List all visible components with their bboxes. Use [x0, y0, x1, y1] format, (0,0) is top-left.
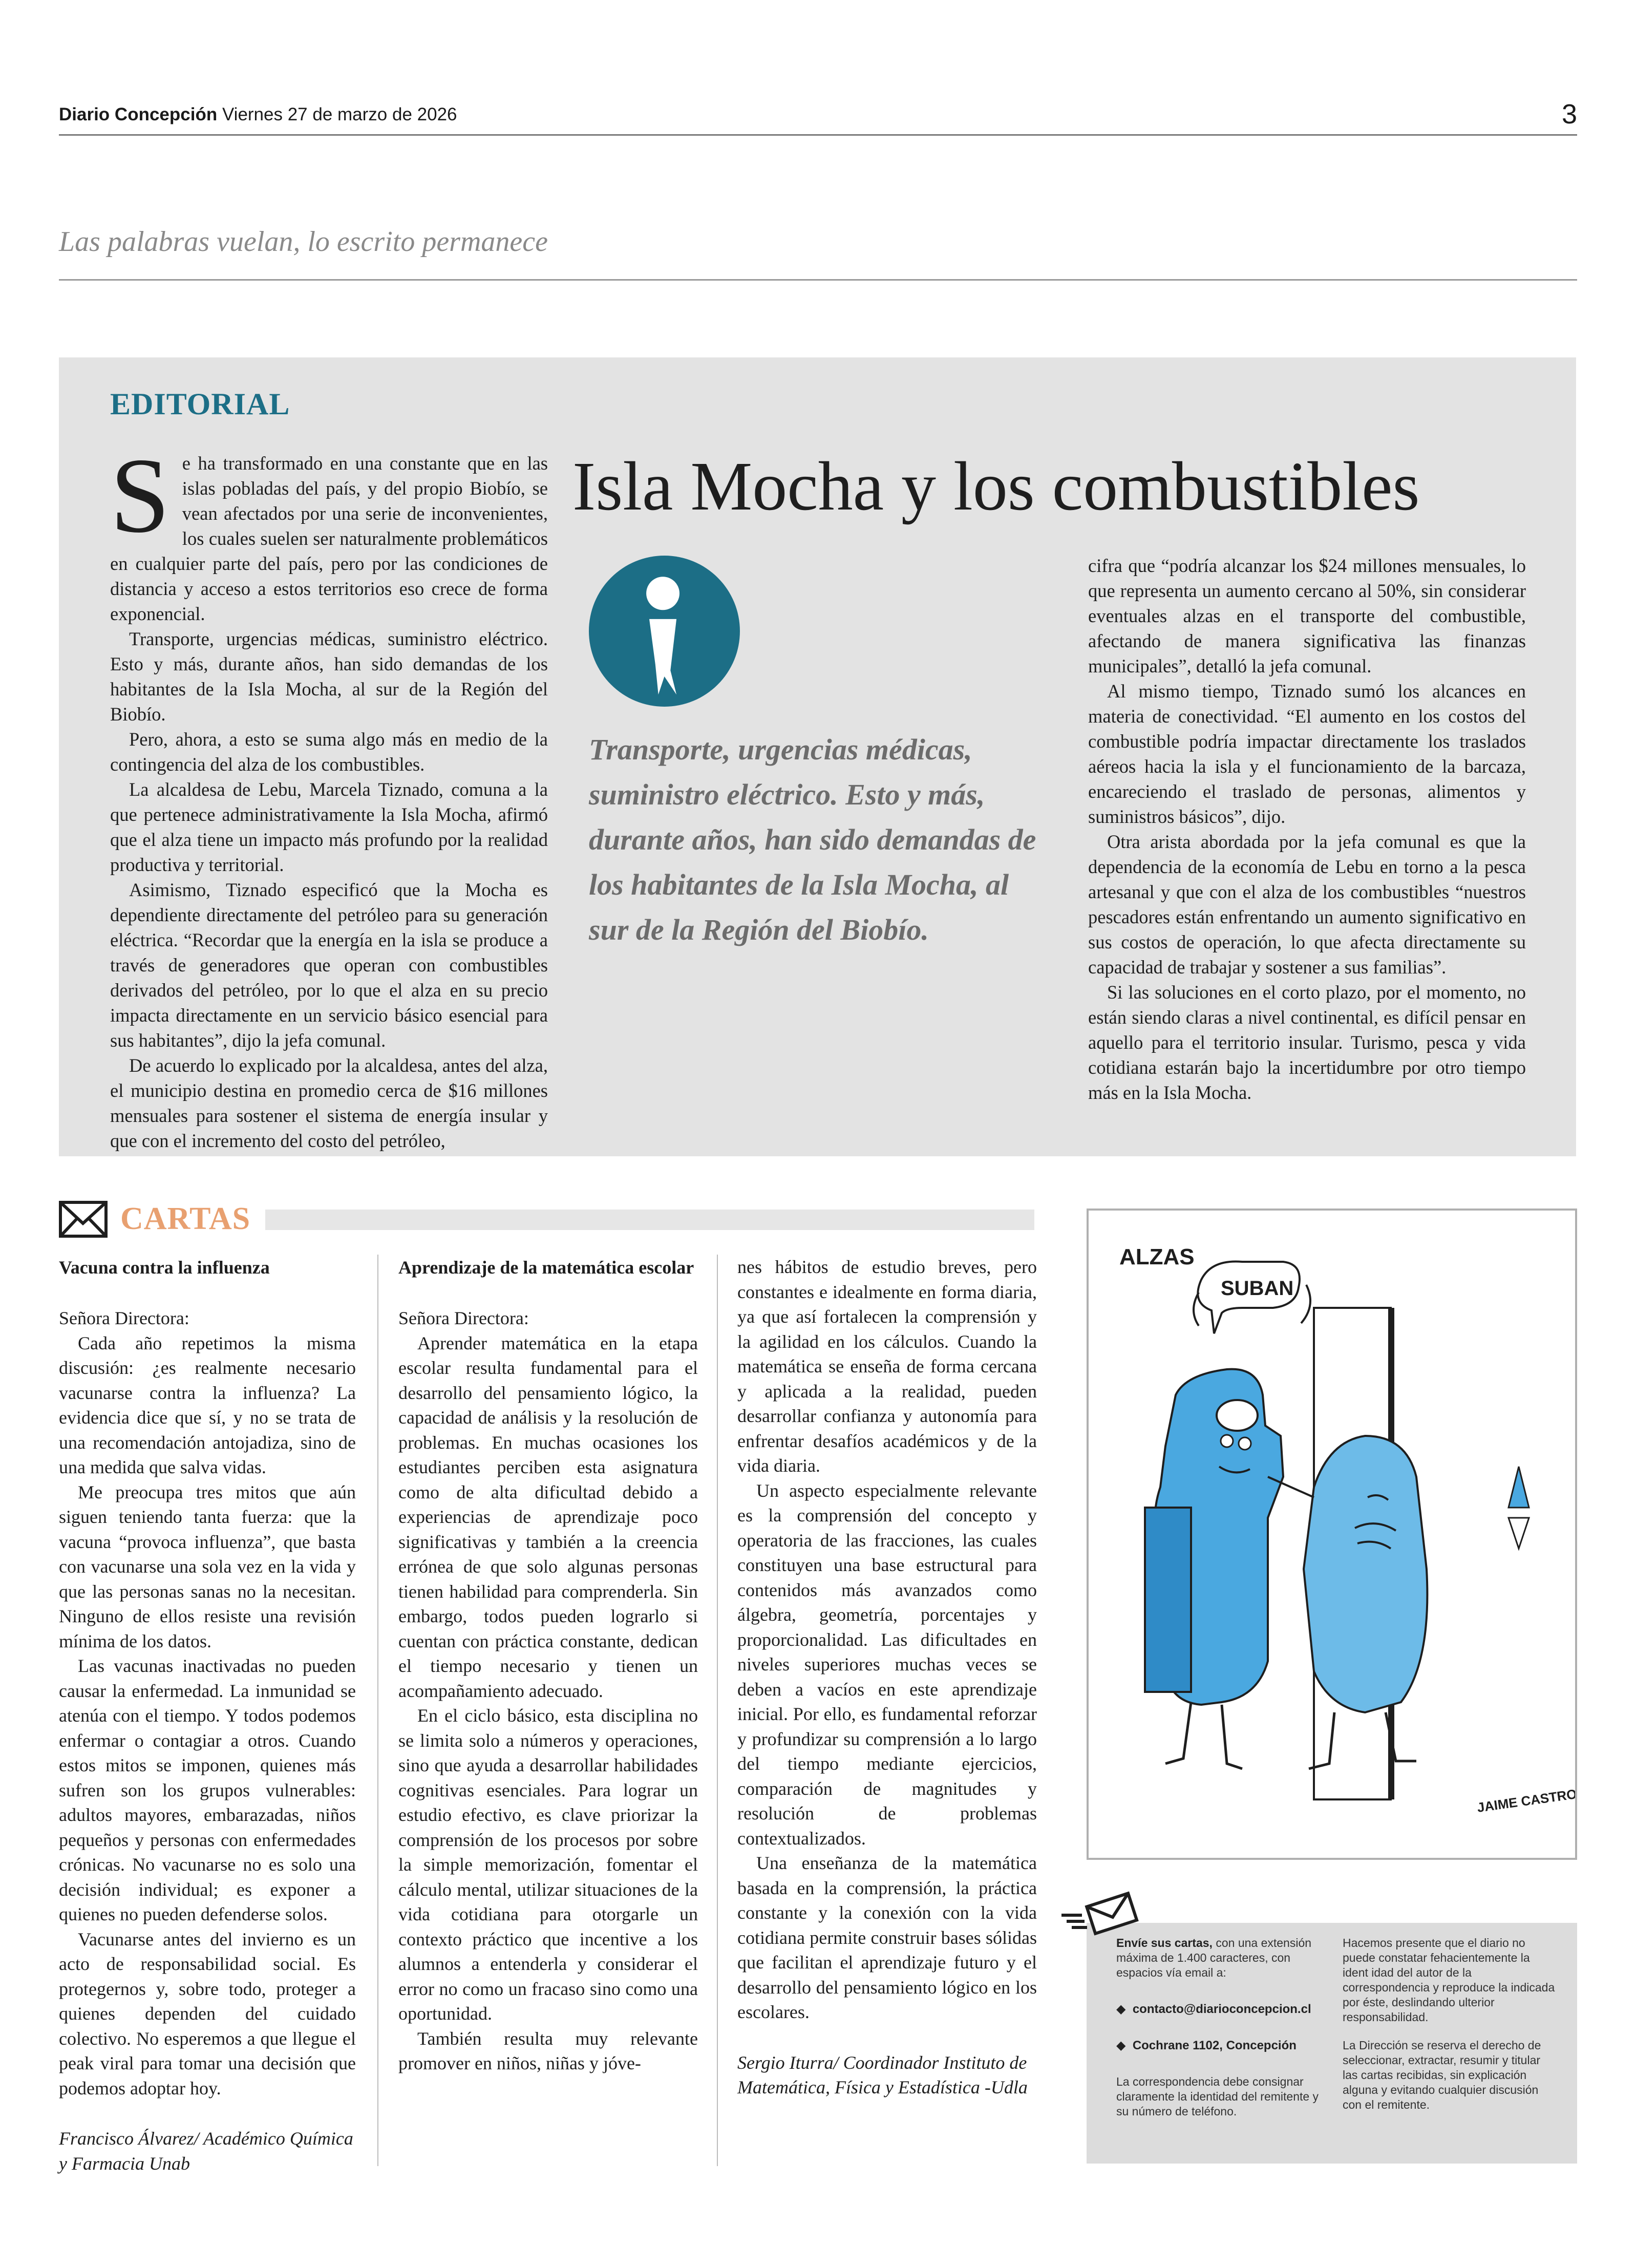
- letter-paragraph: Aprender matemática en la etapa escolar resulta fundamental para el desarrollo del pensamiento lógico, la capacidad de análisis y la resolución de problemas. En muchas ocasiones los estudiantes perciben esta asignatura como de alta dificultad debido a experiencias de aprendizaje poco significativas y también a la creencia errónea de que solo algunas personas tienen habilidad para comprenderla. Sin embargo, todos pueden lograrlo si cuentan con práctica constante, dedican el tiempo necesario y tienen un acompañamiento adecuado.: [398, 1332, 698, 1701]
- letter-title: Aprendizaje de la matemática escolar: [398, 1257, 694, 1278]
- letter-paragraph: Vacunarse antes del invierno es un acto de responsabilidad social. Es protegernos y, sobre todo, proteger a quienes dependen del cuidado colectivo. No esperemos a que llegue el peak viral para tomar una decisión que podemos adoptar hoy.: [59, 1928, 356, 2099]
- letter-influenza: [59, 1255, 356, 2176]
- contact-address: Cochrane 1102, Concepción: [1132, 2039, 1297, 2052]
- letter-paragraph: Un aspecto especialmente relevante es la comprensión del concepto y operatoria de las fracciones, las cuales constituyen una base estructural para contenidos más avanzados como álgebra, geometría, porcentajes y proporcionalidad. Las dificultades en niveles superiores muchas veces se deben a vacíos en este aprendizaje inicial. Por ello, es fundamental reforzar y profundizar su comprensión a lo largo del tiempo mediante ejercicios, comparación de magnitudes y resolución de problemas contextualizados.: [737, 1480, 1037, 1849]
- cartoon-artist-signature: JAIME CASTRO: [1476, 1786, 1575, 1815]
- pull-quote: Transporte, urgencias médicas, suministro eléctrico. Esto y más, durante años, han sido demandas de los habitantes de la Isla Mocha, al sur de la Región del Biobío.: [589, 733, 1036, 946]
- letter-paragraph: Me preocupa tres mitos que aún siguen teniendo tanta fuerza: que la vacuna “provoca influenza”, que basta con vacunarse una sola vez en la vida y que las personas sanas no la necesitan. Ninguno de ellos resiste una revisión mínima de los datos.: [59, 1481, 356, 1651]
- letter-signature: Sergio Iturra/ Coordinador Instituto de Matemática, Física y Estadística -Udla: [737, 2052, 1028, 2097]
- column-divider: [377, 1255, 378, 2166]
- letter-matematica: [398, 1255, 698, 2076]
- info-editorial-rights: La Dirección se reserva el derecho de seleccionar, extractar, resumir y titular las cartas recibidas, sin explicación alguna y evitando cualquier discusión con el remitente.: [1343, 2039, 1541, 2111]
- issue-date: Viernes 27 de marzo de 2026: [222, 104, 457, 124]
- editorial-paragraph: Si las soluciones en el corto plazo, por el momento, no están siendo claras a nivel continental, es difícil pensar en aquello para el territorio insular. Turismo, pesca y vida cotidiana estarán bajo la incertidumbre por otro tiempo más en la Isla Mocha.: [1088, 982, 1526, 1103]
- info-left-column: [1116, 1936, 1331, 2119]
- editorial-paragraph: e ha transformado en una constante que en las islas pobladas del país, y del propio Biobío, se vean afectados por una serie de inconvenientes, los cuales suelen ser naturalmente problemáticos en cualquier parte del país, pero por las condiciones de distancia y acceso a estos territorios eso crece de forma exponencial.: [110, 453, 548, 624]
- editorial-paragraph: Transporte, urgencias médicas, suministro eléctrico. Esto y más, durante años, han sido demandas de los habitantes de la Isla Mocha, al sur de la Región del Biobío.: [110, 628, 548, 725]
- letter-paragraph: Una enseñanza de la matemática basada en la comprensión, la práctica constante y la conexión con la vida cotidiana permite construir bases sólidas que facilitan el aprendizaje futuro y el desarrollo del pensamiento lógico en los escolares.: [737, 1853, 1037, 2022]
- elevator-down-arrow-icon: [1508, 1518, 1529, 1549]
- editorial-column-3: [1088, 553, 1526, 1105]
- envelope-icon: [59, 1201, 108, 1238]
- flying-envelope-icon: [1059, 1890, 1141, 1936]
- letter-paragraph: También resulta muy relevante promover en niños, niñas y jóve-: [398, 2028, 698, 2073]
- cartoon-speech: SUBAN: [1221, 1277, 1294, 1300]
- editorial-paragraph: De acuerdo lo explicado por la alcaldesa, antes del alza, el municipio destina en promedio cerca de $16 millones mensuales para sostener el sistema de energía insular y que con el incremento del costo del petróleo,: [110, 1055, 548, 1151]
- info-address: [1116, 2038, 1331, 2053]
- drop-cap: S: [110, 436, 170, 555]
- letter-paragraph: Las vacunas inactivadas no pueden causar la enfermedad. La inmunidad se atenúa con el tiempo. Y todos podemos enfermar o contagiar a otros. Cuando estos mitos se imponen, quienes más sufren son los grupos vulnerables: adultos mayores, embarazadas, niños pequeños y personas con enfermedades crónicas. No vacunarse no es solo una decisión individual; es exponer a quienes no pueden defenderse solos.: [59, 1656, 356, 1924]
- letter-paragraph: nes hábitos de estudio breves, pero constantes e idealmente en forma diaria, ya que así fortalecen la comprensión y la agilidad en los cálculos. Cuando la matemática se enseña de forma cercana y aplicada a la realidad, pueden desarrollar confianza y autonomía para enfrentar desafíos académicos y de la vida diaria.: [737, 1257, 1037, 1476]
- cartoon-caption: ALZAS: [1119, 1244, 1195, 1269]
- cartoon-illustration: [1089, 1211, 1575, 1858]
- cartas-label: CARTAS: [120, 1201, 251, 1236]
- page-number: 3: [1561, 99, 1577, 130]
- editorial-column-1: [110, 436, 548, 1153]
- info-disclaimer: Hacemos presente que el diario no puede constatar fehacientemente la ident idad del autor de la correspondencia y reproduce la indicada por éste, deslindando ulterior responsabilidad.: [1343, 1936, 1555, 2024]
- bullet-diamond-icon: ◆: [1116, 2002, 1126, 2016]
- paper-name: Diario Concepción: [59, 104, 218, 124]
- info-email: [1116, 2002, 1331, 2017]
- editorial-paragraph: Al mismo tiempo, Tiznado sumó los alcances en materia de conectividad. “El aumento en los costos del combustible podría impactar directamente los traslados aéreos hacia la isla y el funcionamiento de la barcaza, encareciendo el traslado de personas, alimentos y suministros básicos”, dijo.: [1088, 681, 1526, 827]
- editorial-paragraph: Asimismo, Tiznado especificó que la Mocha es dependiente directamente del petróleo para su generación eléctrica. “Recordar que la energía en la isla se produce a través de generadores que operan con combustibles derivados del petróleo, por lo que el alza en su precio impacta directamente en un servicio básico esencial para sus habitantes”, dijo la jefa comunal.: [110, 879, 548, 1051]
- contact-email: contacto@diarioconcepcion.cl: [1132, 2002, 1311, 2016]
- column-divider: [717, 1255, 718, 2166]
- editorial-title: Isla Mocha y los combustibles: [572, 448, 1420, 525]
- section-slogan: Las palabras vuelan, lo escrito permanece: [59, 226, 548, 258]
- editorial-label: EDITORIAL: [110, 387, 290, 421]
- editorial-paragraph: cifra que “podría alcanzar los $24 millones mensuales, lo que representa un aumento cercano al 50%, sin considerar eventuales alzas en el transporte del combustible, afectando de manera significativa las finanzas municipales”, detalló la jefa comunal.: [1088, 555, 1526, 676]
- info-i-icon: [589, 556, 740, 707]
- info-right-column: [1343, 1936, 1558, 2112]
- header-rule: [59, 134, 1577, 136]
- info-send-rest: con una extensión máxima de 1.400 caracteres, con espacios vía email a:: [1116, 1936, 1312, 1979]
- editorial-paragraph: Pero, ahora, a esto se suma algo más en medio de la contingencia del alza de los combustibles.: [110, 729, 548, 775]
- letter-signature: Francisco Álvarez/ Académico Química y Farmacia Unab: [59, 2128, 353, 2174]
- slogan-rule: [59, 279, 1577, 281]
- letter-matematica-continued: [737, 1255, 1037, 2100]
- letter-title: Vacuna contra la influenza: [59, 1257, 270, 1278]
- letter-paragraph: En el ciclo básico, esta disciplina no se limita solo a números y operaciones, sino que ayuda a desarrollar habilidades cognitivas esenciales. Para lograr un estudio efectivo, es clave priorizar la comprensión de los procesos por sobre la simple memorización, fomentar el cálculo mental, utilizar situaciones de la vida cotidiana para otorgarle un contexto práctico que incentive a los alumnos a entenderla y considerar el error no como un fracaso sino como una oportunidad.: [398, 1705, 698, 2024]
- bullet-diamond-icon: ◆: [1116, 2039, 1126, 2052]
- info-identity-note: La correspondencia debe consignar claramente la identidad del remitente y su número de teléfono.: [1116, 2075, 1319, 2118]
- letter-salutation: Señora Directora:: [59, 1308, 189, 1328]
- info-send-bold: Envíe sus cartas,: [1116, 1936, 1213, 1949]
- cartas-header-bar: [265, 1210, 1034, 1230]
- editorial-paragraph: La alcaldesa de Lebu, Marcela Tiznado, comuna a la que pertenece administrativamente la Isla Mocha, afirmó que el alza tiene un impacto más profundo por la realidad productiva y territorial.: [110, 779, 548, 875]
- info-send-text: [1116, 1936, 1331, 1980]
- letter-paragraph: Cada año repetimos la misma discusión: ¿es realmente necesario vacunarse contra la influenza? La evidencia dice que sí, y no se trata de una recomendación antojadiza, sino de una medida que salva vidas.: [59, 1332, 356, 1477]
- cartoon-frame: [1087, 1209, 1577, 1860]
- editorial-paragraph: Otra arista abordada por la jefa comunal es que la dependencia de la economía de Lebu en torno a la pesca artesanal y que con el alza de los combustibles “nuestros pescadores están enfrentando un aumento significativo en sus costos de operación, lo que afecta directamente su capacidad de trabajar y sostener a sus familias”.: [1088, 831, 1526, 978]
- header-dateline: [59, 104, 457, 125]
- elevator-up-arrow-icon: [1508, 1467, 1529, 1508]
- letter-salutation: Señora Directora:: [398, 1308, 529, 1328]
